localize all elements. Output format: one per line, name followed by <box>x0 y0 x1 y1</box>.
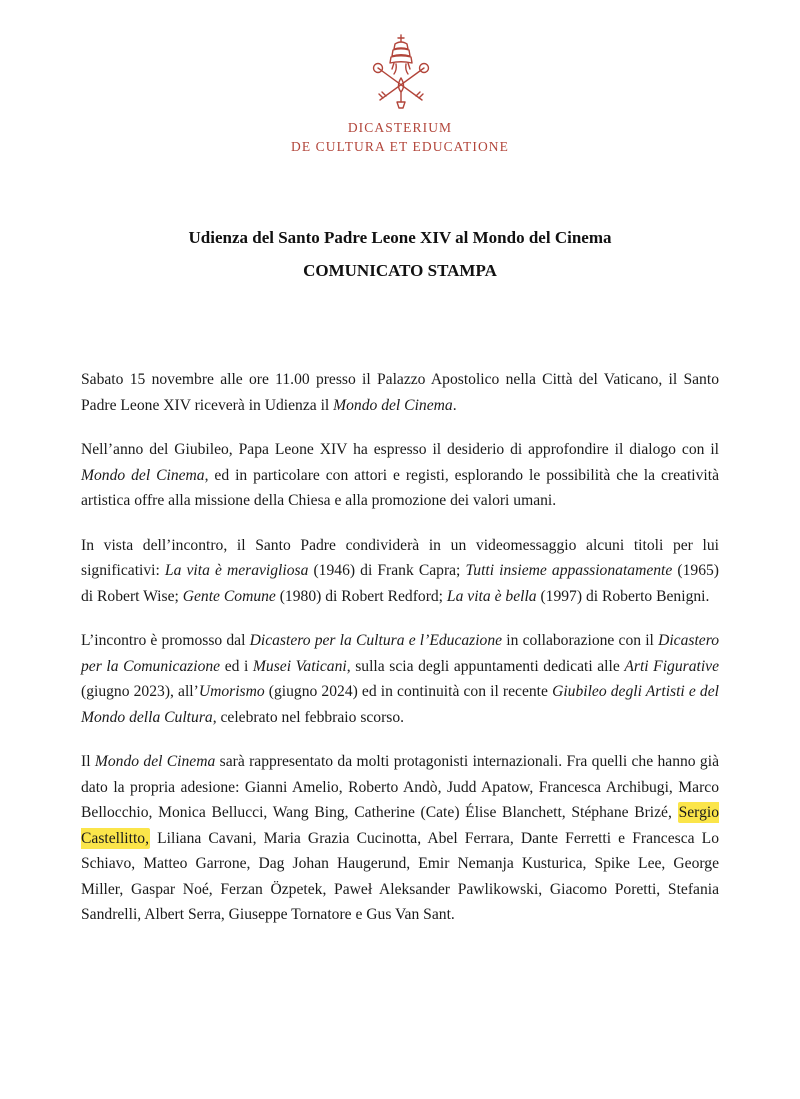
paragraph-text: , sulla scia degli appuntamenti dedicati alle <box>346 657 625 675</box>
paragraph-text: (1965) di Robert Wise; <box>81 562 719 605</box>
dicastery-name-line2: DE CULTURA ET EDUCATIONE <box>290 139 510 154</box>
italic-text: Umorismo <box>198 683 265 700</box>
paragraph-text: Nell’anno del Giubileo, Papa Leone XIV ha espresso il desiderio di approfondire il dialogo con il <box>81 441 719 458</box>
paragraph-text: Sabato 15 novembre alle ore 11.00 presso il Palazzo Apostolico nella Città del Vaticano, il Santo Padre Leone XIV riceverà in Udienza il <box>81 371 719 414</box>
italic-text: Arti Figurative <box>624 657 720 675</box>
paragraph-text: . <box>452 396 457 414</box>
body-paragraph <box>81 533 719 610</box>
italic-text: Mondo del Cinema <box>81 466 205 484</box>
paragraph-text: sarà rappresentato da molti protagonisti internazionali. Fra quelli che hanno già dato la propria adesione: Gianni Amelio, Roberto Andò, Judd Apatow, Francesca Archibugi, Marco Bellocchio, Monica Bellucci, Wang Bing, Catherine (Cate) Élise Blanchett, Stéphane Brizé, <box>81 753 719 821</box>
italic-text: Musei Vaticani <box>252 657 347 675</box>
paragraph-text: Liliana Cavani, Maria Grazia Cucinotta, Abel Ferrara, Dante Ferretti e Francesca Lo Schiavo, Matteo Garrone, Dag Johan Haugerund, Emir Nemanja Kusturica, Spike Lee, George Miller, Gaspar Noé, Ferzan Özpetek, Paweł Aleksander Pawlikowski, Giacomo Poretti, Stefania Sandrelli, Albert Serra, Giuseppe Tornatore e Gus Van Sant. <box>81 829 719 923</box>
italic-text: Mondo del Cinema <box>94 753 216 770</box>
italic-text: La vita è bella <box>446 587 537 605</box>
paragraph-text: In vista dell’incontro, il Santo Padre condividerà in un videomessaggio alcuni titoli per lui significativi: <box>81 536 719 579</box>
paragraph-text: (1980) di Robert Redford; <box>275 587 447 605</box>
highlighted-text: Sergio Castellitto, <box>81 804 719 847</box>
body-paragraph <box>81 367 719 418</box>
body-paragraph <box>81 749 719 928</box>
body-paragraph <box>81 437 719 514</box>
italic-text: La vita è meravigliosa <box>164 562 309 579</box>
italic-text: Giubileo degli Artisti e del Mondo della Cultura <box>81 683 719 726</box>
paragraph-text: ed i <box>220 657 253 675</box>
paragraph-text: Il <box>81 753 95 770</box>
dicastery-name-line1: DICASTERIUM <box>347 120 453 135</box>
paragraph-text: (giugno 2023), all’ <box>81 683 199 700</box>
paragraph-text: (1946) di Frank Capra; <box>308 562 466 579</box>
italic-text: Mondo del Cinema <box>333 396 453 414</box>
paragraph-text: , ed in particolare con attori e registi, esplorando le possibilità che la creatività artistica offre alla missione della Chiesa e alla promozione dei valori umani. <box>81 466 719 509</box>
paragraph-text: (1997) di Roberto Benigni. <box>536 587 710 605</box>
paragraph-text: (giugno 2024) ed in continuità con il recente <box>264 683 553 700</box>
paragraph-text: in collaborazione con il <box>502 632 659 649</box>
press-release-body <box>81 367 719 947</box>
italic-text: Gente Comune <box>182 587 276 605</box>
italic-text: Tutti insieme appassionatamente <box>465 562 673 579</box>
document-subtitle: COMUNICATO STAMPA <box>303 261 497 280</box>
italic-text: Dicastero per la Comunicazione <box>81 632 719 675</box>
document-title: Udienza del Santo Padre Leone XIV al Mondo del Cinema <box>188 228 612 247</box>
paragraph-text: , celebrato nel febbraio scorso. <box>212 708 405 726</box>
paragraph-text: L’incontro è promosso dal <box>81 632 250 649</box>
italic-text: Dicastero per la Cultura e l’Educazione <box>249 632 503 649</box>
papal-coat-of-arms-icon <box>370 34 432 110</box>
body-paragraph <box>81 628 719 730</box>
